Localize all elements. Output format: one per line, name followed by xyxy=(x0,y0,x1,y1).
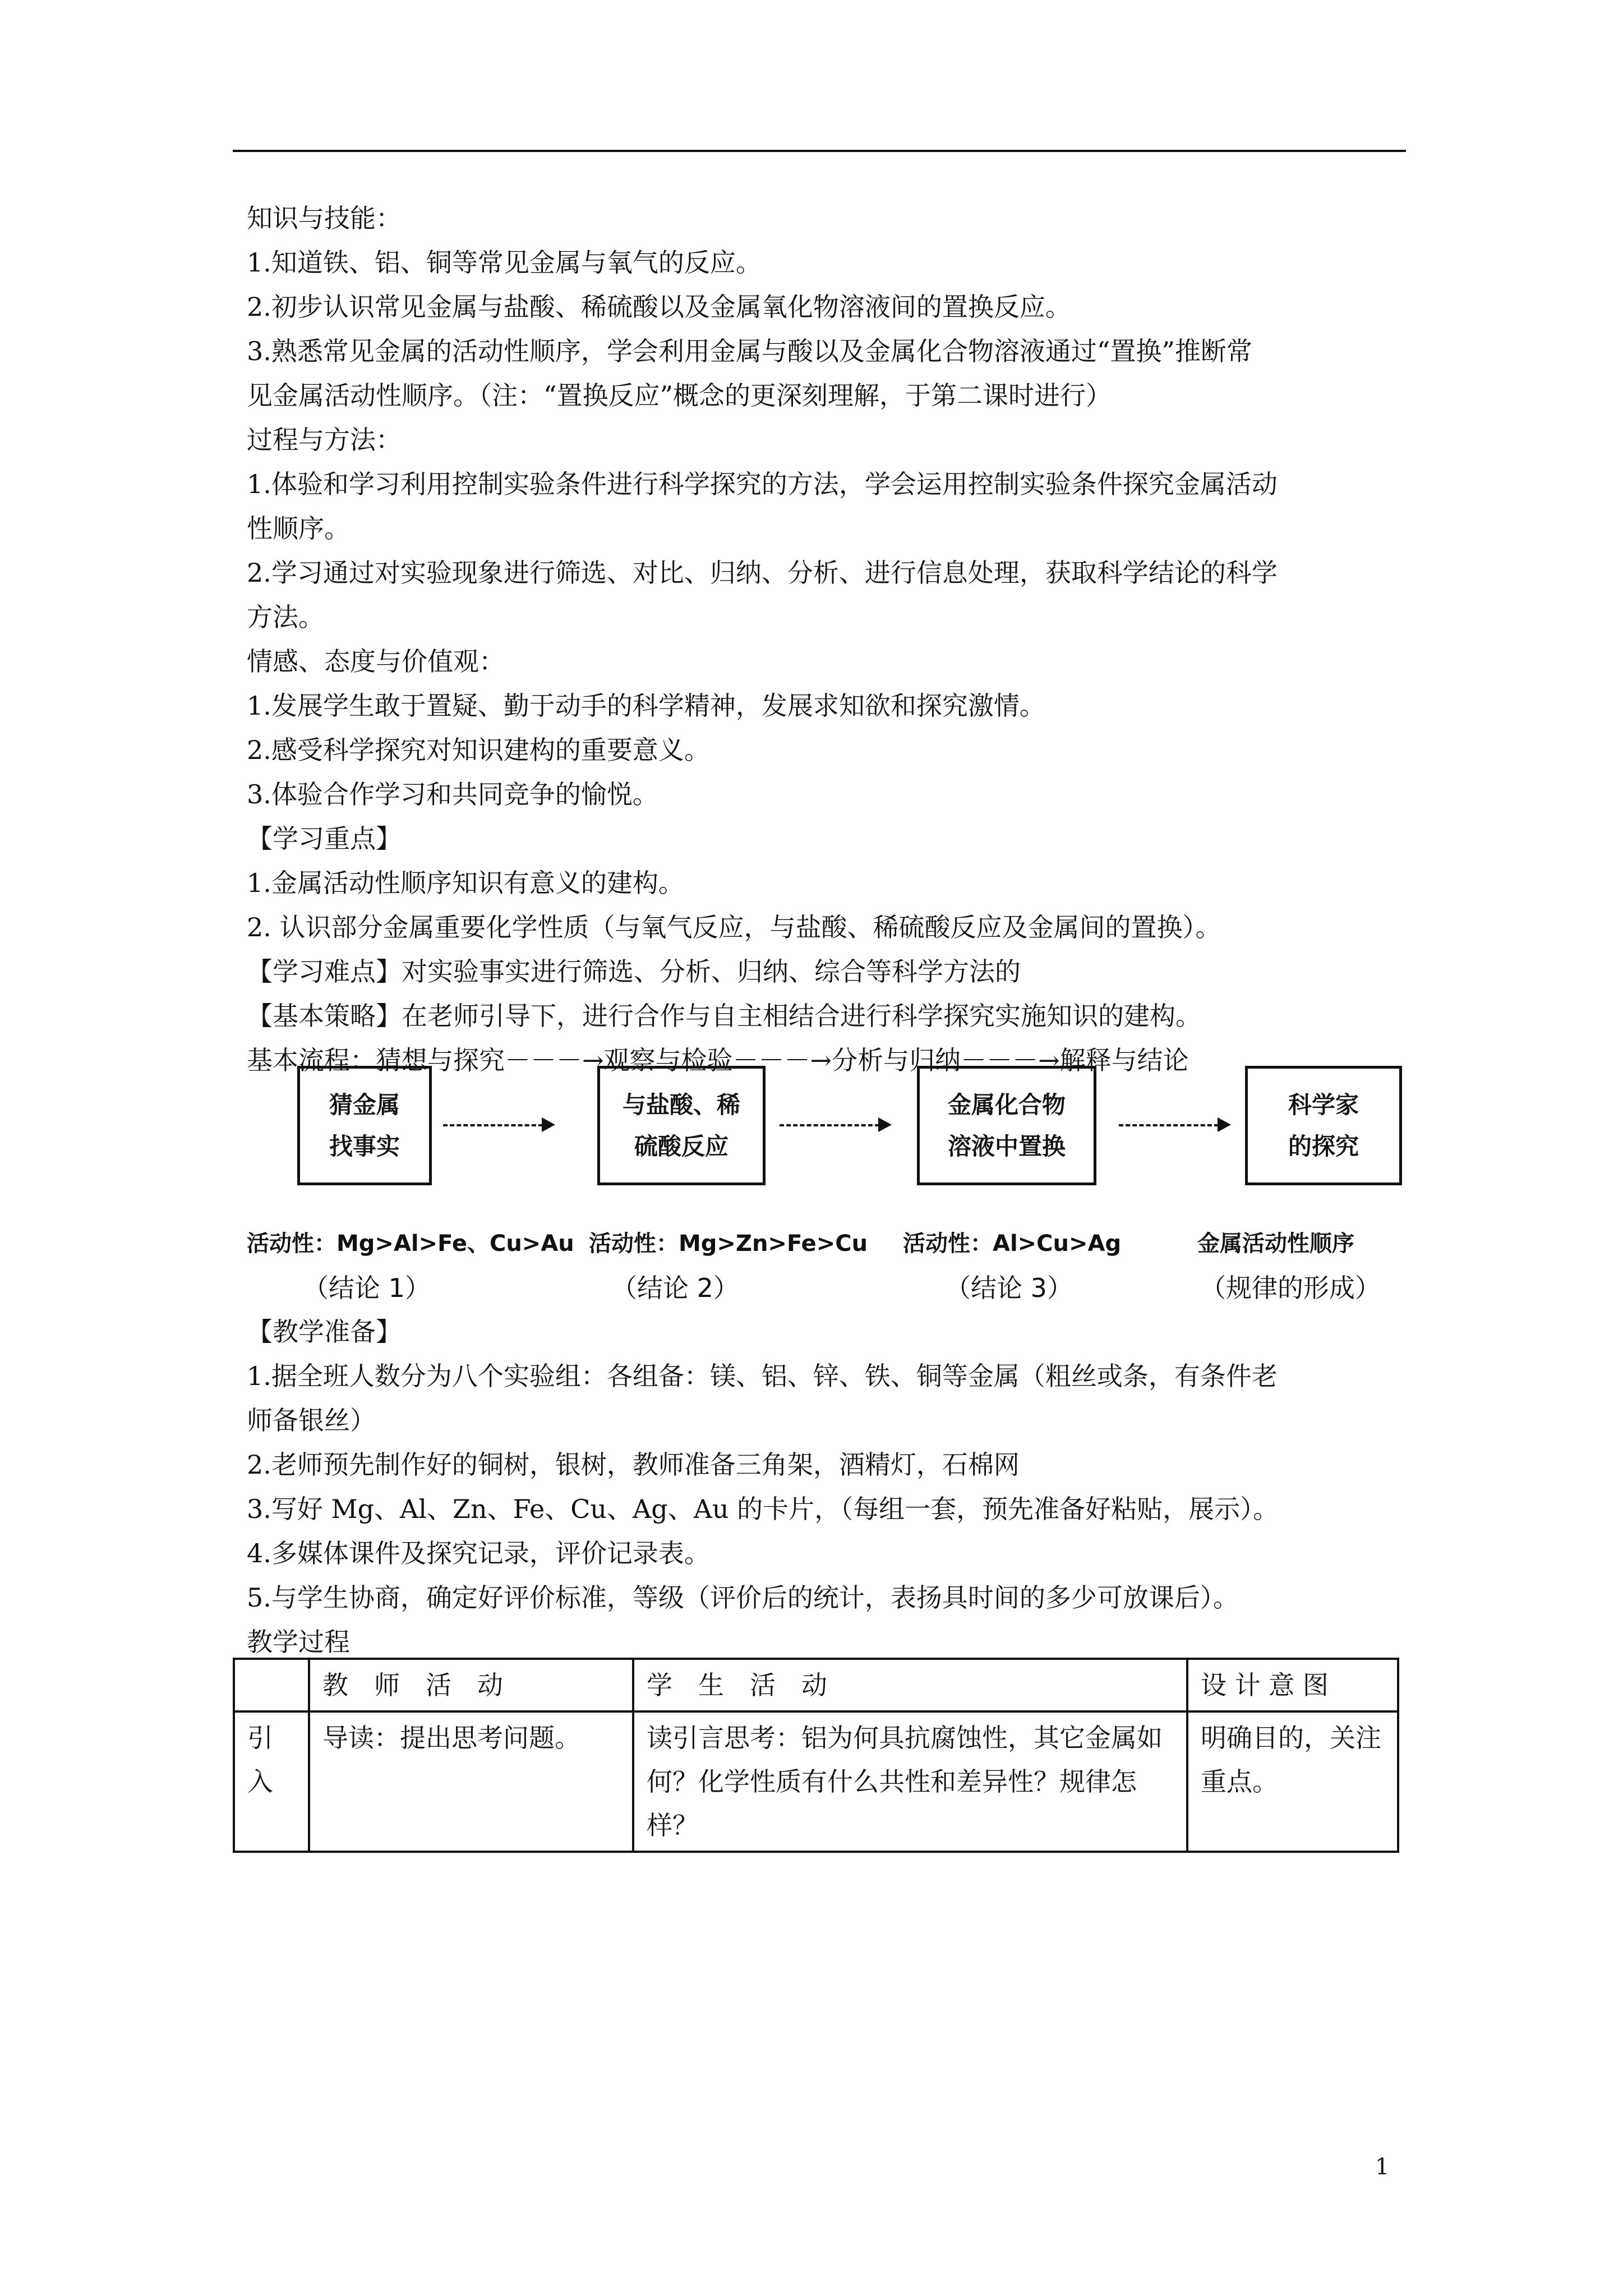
text-line: 2.学习通过对实验现象进行筛选、对比、归纳、分析、进行信息处理，获取科学结论的科学 xyxy=(247,558,1278,588)
table-header-cell: 教 师 活 动 xyxy=(309,1659,633,1711)
table-header-cell: 学 生 活 动 xyxy=(633,1659,1187,1711)
text-line: 性顺序。 xyxy=(247,513,350,544)
flow-box-text: 金属化合物 xyxy=(947,1091,1066,1119)
flow-caption-4: 金属活动性顺序 xyxy=(1197,1231,1354,1257)
flow-diagram xyxy=(247,1066,1402,1303)
flow-box-text: 溶液中置换 xyxy=(947,1132,1066,1160)
text-line: 1.知道铁、铝、铜等常见金属与氧气的反应。 xyxy=(247,247,762,278)
flow-box-acid xyxy=(597,1066,766,1185)
flow-box-text: 硫酸反应 xyxy=(634,1132,728,1160)
text-line: 4.多媒体课件及探究记录，评价记录表。 xyxy=(247,1538,710,1568)
text-line: 见金属活动性顺序。（注：“置换反应”概念的更深刻理解，于第二课时进行） xyxy=(247,380,1112,411)
body-text-2 xyxy=(247,1310,1402,1664)
flow-box-text: 与盐酸、稀 xyxy=(622,1091,740,1119)
text-line: 2.初步认识常见金属与盐酸、稀硫酸以及金属氧化物溶液间的置换反应。 xyxy=(247,292,1071,322)
flow-box-text: 猜金属 xyxy=(329,1091,400,1119)
text-line: 5.与学生协商，确定好评价标准，等级（评价后的统计，表扬具时间的多少可放课后）。 xyxy=(247,1582,1239,1613)
flow-arrow xyxy=(780,1122,892,1128)
text-line: 情感、态度与价值观： xyxy=(247,646,505,677)
text-line: 【教学准备】 xyxy=(247,1317,402,1347)
text-line: 基本流程：猜想与探究－－－→观察与检验－－－→分析与归纳－－－→解释与结论 xyxy=(247,1045,1189,1075)
table-cell-teacher: 导读：提出思考问题。 xyxy=(309,1711,633,1852)
table-header-cell xyxy=(234,1659,309,1711)
text-line: 1.发展学生敢于置疑、勤于动手的科学精神，发展求知欲和探究激情。 xyxy=(247,691,1045,721)
text-line: 过程与方法： xyxy=(247,425,402,455)
flow-box-displacement xyxy=(917,1066,1096,1185)
flow-conclusion-4: （规律的形成） xyxy=(1200,1273,1381,1303)
flow-box-guess xyxy=(297,1066,432,1185)
text-line: 知识与技能： xyxy=(247,203,402,233)
table-cell-student: 读引言思考：铝为何具抗腐蚀性，其它金属如何？化学性质有什么共性和差异性？规律怎样？ xyxy=(633,1711,1187,1852)
table-header-cell: 设 计 意 图 xyxy=(1187,1659,1398,1711)
flow-arrow xyxy=(1119,1122,1231,1128)
text-line: 【学习难点】对实验事实进行筛选、分析、归纳、综合等科学方法的 xyxy=(247,956,1021,987)
flow-box-scientist xyxy=(1245,1066,1402,1185)
text-line: 1.体验和学习利用控制实验条件进行科学探究的方法，学会运用控制实验条件探究金属活动 xyxy=(247,469,1278,499)
flow-arrow xyxy=(443,1122,555,1128)
text-line: 1.金属活动性顺序知识有意义的建构。 xyxy=(247,868,684,898)
teaching-process-table xyxy=(233,1658,1399,1853)
text-line: 【基本策略】在老师引导下，进行合作与自主相结合进行科学探究实施知识的建构。 xyxy=(247,1001,1201,1031)
table-cell-intent: 明确目的，关注重点。 xyxy=(1187,1711,1398,1852)
flow-conclusion-1: （结论 1） xyxy=(303,1273,431,1303)
text-line: 3.写好 Mg、Al、Zn、Fe、Cu、Ag、Au 的卡片，（每组一套，预先准备好粘贴，展示）。 xyxy=(247,1494,1279,1524)
text-line: 师备银丝） xyxy=(247,1405,376,1435)
text-line: 教学过程 xyxy=(247,1627,350,1657)
body-text-1 xyxy=(247,196,1402,1083)
header-rule xyxy=(233,150,1406,152)
text-line: 2.老师预先制作好的铜树，银树，教师准备三角架，酒精灯，石棉网 xyxy=(247,1450,1020,1480)
flow-box-text: 找事实 xyxy=(329,1132,400,1160)
flow-caption-3: 活动性：Al>Cu>Ag xyxy=(903,1231,1122,1257)
text-line: 1.据全班人数分为八个实验组：各组备：镁、铝、锌、铁、铜等金属（粗丝或条，有条件老 xyxy=(247,1361,1278,1391)
flow-conclusion-3: （结论 3） xyxy=(945,1273,1073,1303)
text-line: 【学习重点】 xyxy=(247,823,402,854)
text-line: 3.体验合作学习和共同竞争的愉悦。 xyxy=(247,779,658,809)
text-line: 2.感受科学探究对知识建构的重要意义。 xyxy=(247,735,710,765)
text-line: 2. 认识部分金属重要化学性质（与氧气反应，与盐酸、稀硫酸反应及金属间的置换）。 xyxy=(247,912,1221,942)
flow-box-text: 的探究 xyxy=(1288,1132,1359,1160)
table-row xyxy=(234,1711,1398,1852)
text-line: 3.熟悉常见金属的活动性顺序，学会利用金属与酸以及金属化合物溶液通过“置换”推断常 xyxy=(247,336,1252,366)
table-cell-stage: 引入 xyxy=(234,1711,309,1852)
flow-conclusion-2: （结论 2） xyxy=(611,1273,739,1303)
page-number: 1 xyxy=(1375,2154,1390,2180)
flow-caption-2: 活动性：Mg>Zn>Fe>Cu xyxy=(589,1231,868,1257)
flow-box-text: 科学家 xyxy=(1288,1091,1359,1119)
flow-caption-1: 活动性：Mg>Al>Fe、Cu>Au xyxy=(247,1231,574,1257)
table-header-row xyxy=(234,1659,1398,1711)
text-line: 方法。 xyxy=(247,602,324,632)
